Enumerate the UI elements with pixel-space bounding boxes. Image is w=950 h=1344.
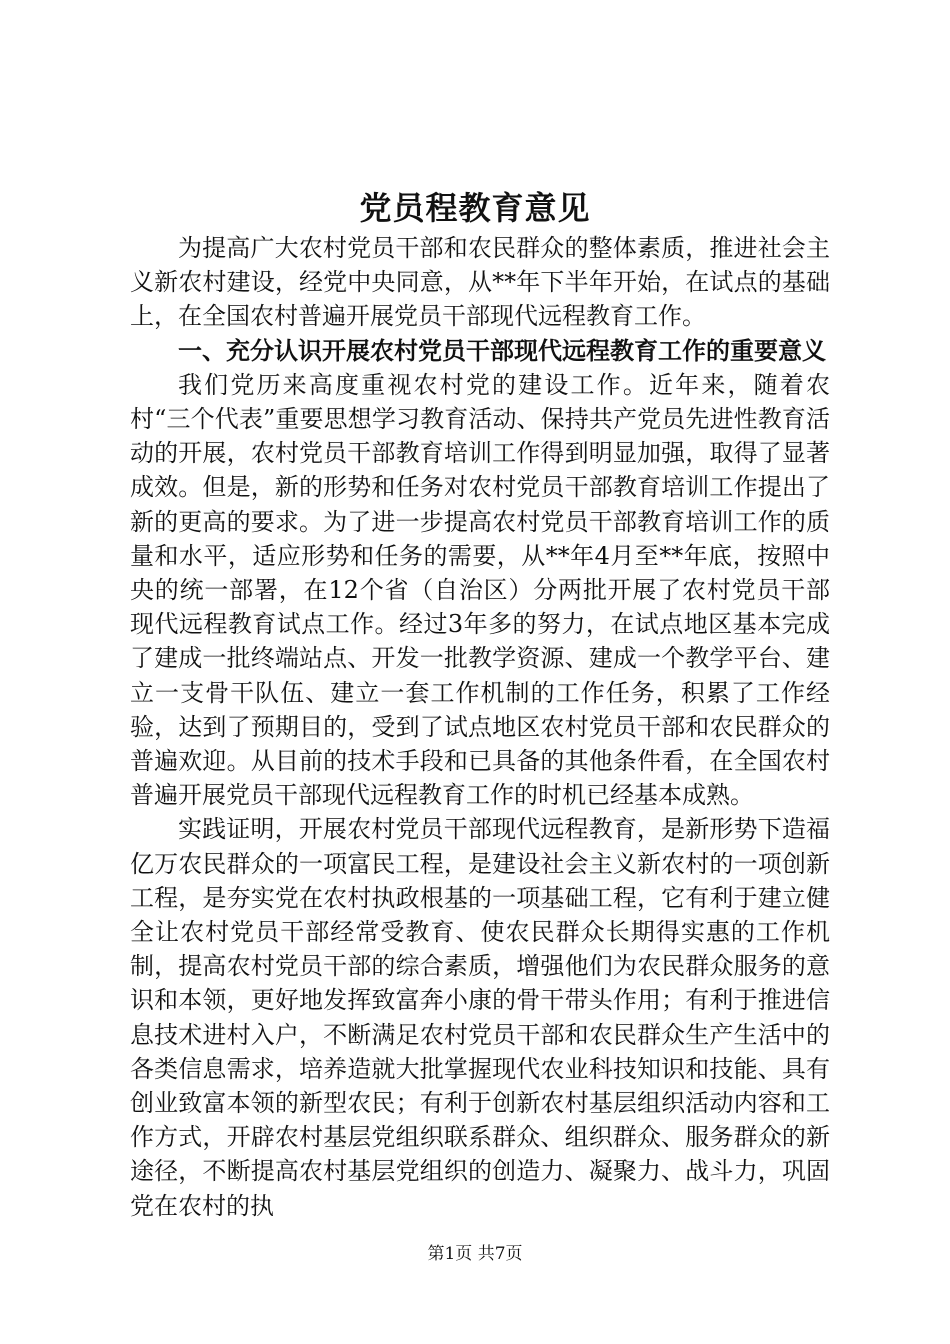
section-heading: 一、充分认识开展农村党员干部现代远程教育工作的重要意义 <box>178 335 826 365</box>
paragraph-practice: 实践证明，开展农村党员干部现代远程教育，是新形势下造福亿万农民群众的一项富民工程，是建设社会主义新农村的一项创新工程，是夯实党在农村执政根基的一项基础工程，它有利于建立健全让农村党员干部经常受教育、使农民群众长期得实惠的工作机制，提高农村党员干部的综合素质，增强他们为农民群众服务的意识和本领，更好地发挥致富奔小康的骨干带头作用；有利于推进信息技术进村入户，不断满足农村党员干部和农民群众生产生活中的各类信息需求，培养造就大批掌握现代农业科技知识和技能、具有创业致富本领的新型农民；有利于创新农村基层组织活动内容和工作方式，开辟农村基层党组织联系群众、组织群众、服务群众的新途径，不断提高农村基层党组织的创造力、凝聚力、战斗力，巩固党在农村的执 <box>130 815 830 1220</box>
document-title: 党员程教育意见 <box>359 189 591 227</box>
paragraph-intro: 为提高广大农村党员干部和农民群众的整体素质，推进社会主义新农村建设，经党中央同意，从**年下半年开始，在试点的基础上，在全国农村普遍开展党员干部现代远程教育工作。 <box>130 234 830 331</box>
paragraph-background: 我们党历来高度重视农村党的建设工作。近年来，随着农村“三个代表”重要思想学习教育活动、保持共产党员先进性教育活动的开展，农村党员干部教育培训工作得到明显加强，取得了显著成效。但是，新的形势和任务对农村党员干部教育培训工作提出了新的更高的要求。为了进一步提高农村党员干部教育培训工作的质量和水平，适应形势和任务的需要，从**年4月至**年底，按照中央的统一部署，在12个省（自治区）分两批开展了农村党员干部现代远程教育试点工作。经过3年多的努力，在试点地区基本完成了建成一批终端站点、开发一批教学资源、建成一个教学平台、建立一支骨干队伍、建立一套工作机制的工作任务，积累了工作经验，达到了预期目的，受到了试点地区农村党员干部和农民群众的普遍欢迎。从目前的技术手段和已具备的其他条件看，在全国农村普遍开展党员干部现代远程教育工作的时机已经基本成熟。 <box>130 370 830 810</box>
page-footer: 第1页 共7页 <box>427 1244 523 1264</box>
document-body <box>130 231 830 1223</box>
